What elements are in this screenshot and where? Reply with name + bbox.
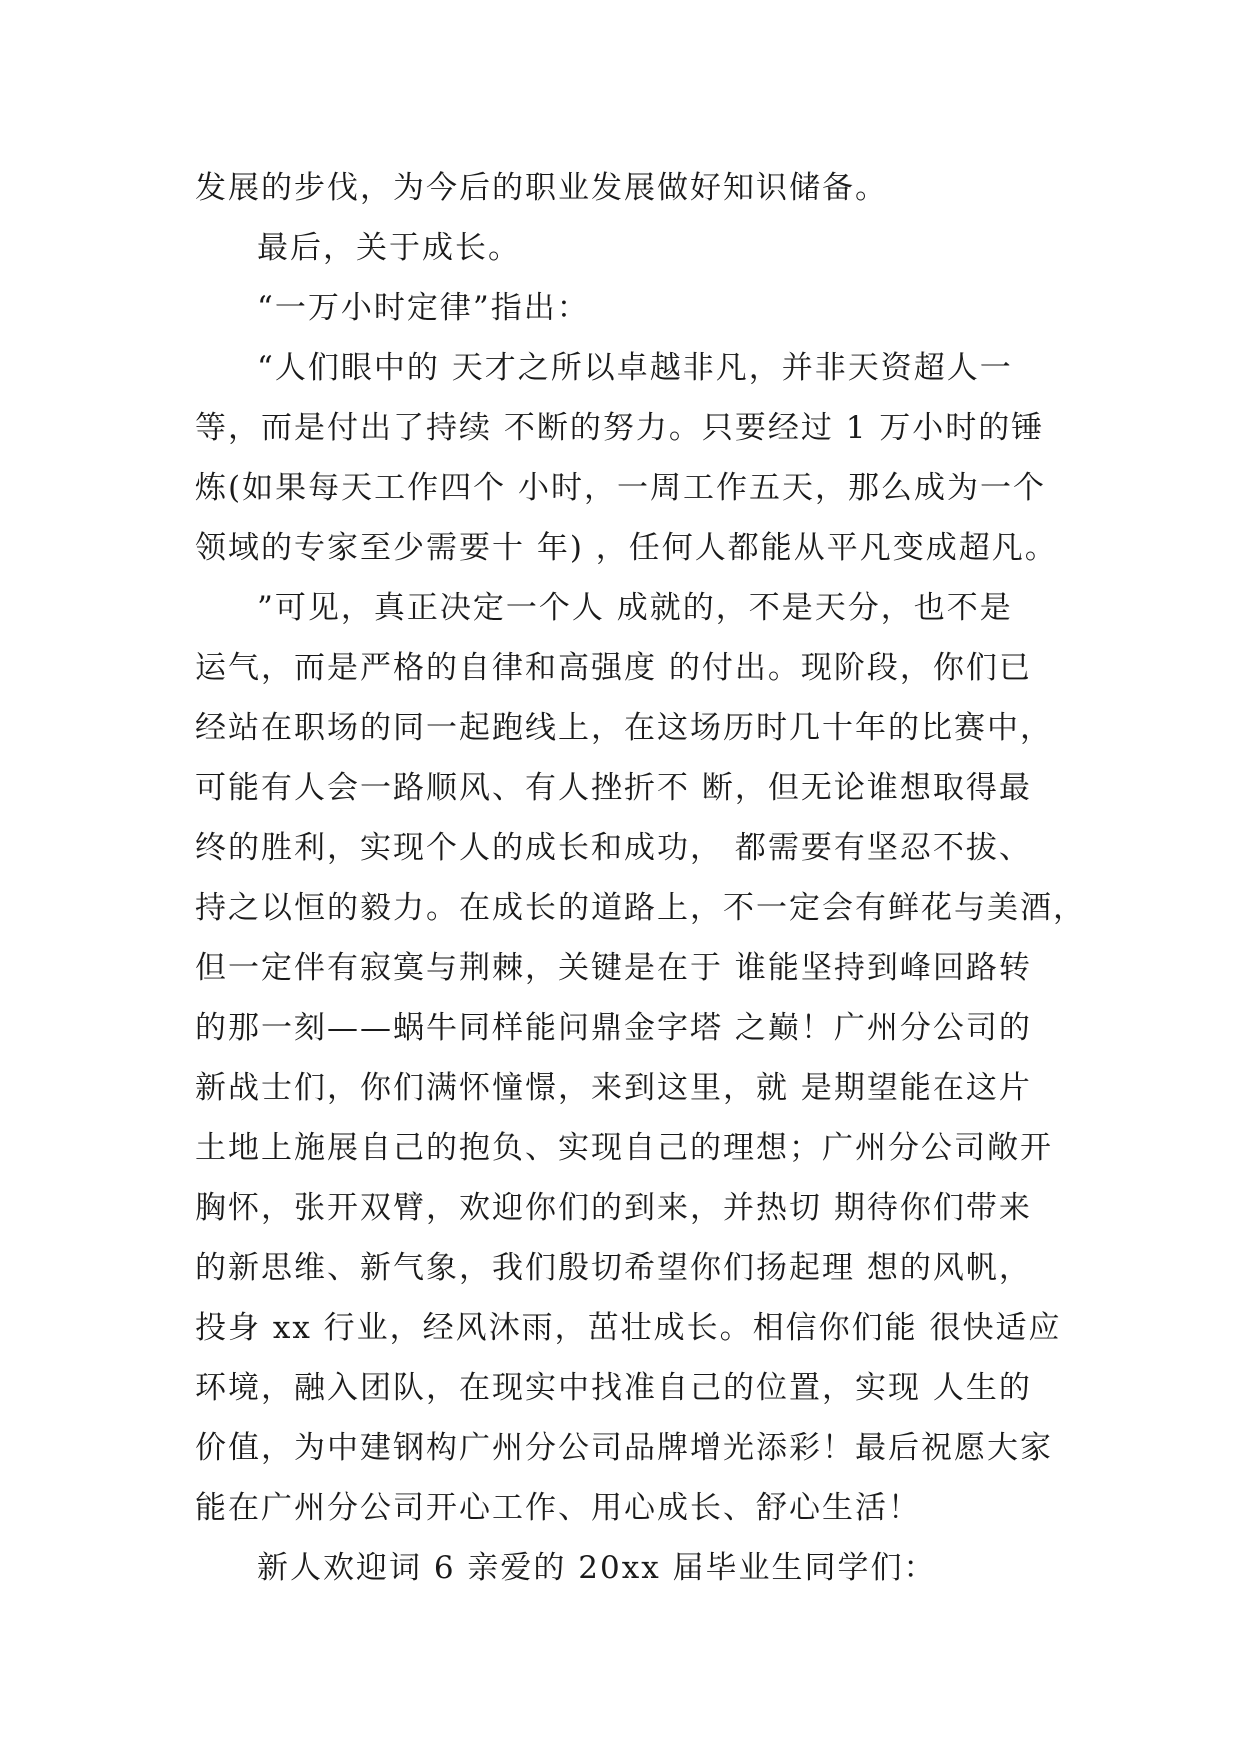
text-line: ”可见，真正决定一个人 成就的，不是天分，也不是 xyxy=(257,590,1013,626)
text-line: 胸怀，张开双臂，欢迎你们的到来，并热切 期待你们带来 xyxy=(195,1190,1032,1226)
text-line: 最后，关于成长。 xyxy=(257,230,521,266)
text-line: 新人欢迎词 6 亲爱的 20xx 届毕业生同学们： xyxy=(257,1550,937,1586)
text-line: 等，而是付出了持续 不断的努力。只要经过 1 万小时的锤 xyxy=(195,410,1045,446)
body-text xyxy=(195,158,1086,1598)
text-line: 新战士们，你们满怀憧憬，来到这里，就 是期望能在这片 xyxy=(195,1070,1032,1106)
text-line: 价值，为中建钢构广州分公司品牌增光添彩！最后祝愿大家 xyxy=(195,1430,1053,1466)
text-line: 终的胜利，实现个人的成长和成功， 都需要有坚忍不拔、 xyxy=(195,830,1032,866)
text-line: 领域的专家至少需要十 年) ，任何人都能从平凡变成超凡。 xyxy=(195,530,1058,566)
text-line: 运气，而是严格的自律和高强度 的付出。现阶段，你们已 xyxy=(195,650,1032,686)
text-line: 经站在职场的同一起跑线上，在这场历时几十年的比赛中， xyxy=(195,710,1053,746)
text-line: 投身 xx 行业，经风沐雨，茁壮成长。相信你们能 很快适应 xyxy=(195,1310,1062,1346)
text-line: “一万小时定律”指出： xyxy=(257,290,590,326)
text-line: 发展的步伐，为今后的职业发展做好知识储备。 xyxy=(195,170,888,206)
text-line: “人们眼中的 天才之所以卓越非凡，并非天资超人一 xyxy=(257,350,1013,386)
text-line: 持之以恒的毅力。在成长的道路上，不一定会有鲜花与美酒， xyxy=(195,890,1086,926)
text-line: 土地上施展自己的抱负、实现自己的理想；广州分公司敞开 xyxy=(195,1130,1053,1166)
text-line: 炼(如果每天工作四个 小时，一周工作五天，那么成为一个 xyxy=(195,470,1046,506)
text-line: 但一定伴有寂寞与荆棘，关键是在于 谁能坚持到峰回路转 xyxy=(195,950,1032,986)
text-line: 环境，融入团队，在现实中找准自己的位置，实现 人生的 xyxy=(195,1370,1032,1406)
text-line: 能在广州分公司开心工作、用心成长、舒心生活！ xyxy=(195,1490,921,1526)
text-line: 的新思维、新气象，我们殷切希望你们扬起理 想的风帆， xyxy=(195,1250,1032,1286)
text-line: 可能有人会一路顺风、有人挫折不 断，但无论谁想取得最 xyxy=(195,770,1032,806)
text-line: 的那一刻——蜗牛同样能问鼎金字塔 之巅！广州分公司的 xyxy=(195,1010,1032,1046)
